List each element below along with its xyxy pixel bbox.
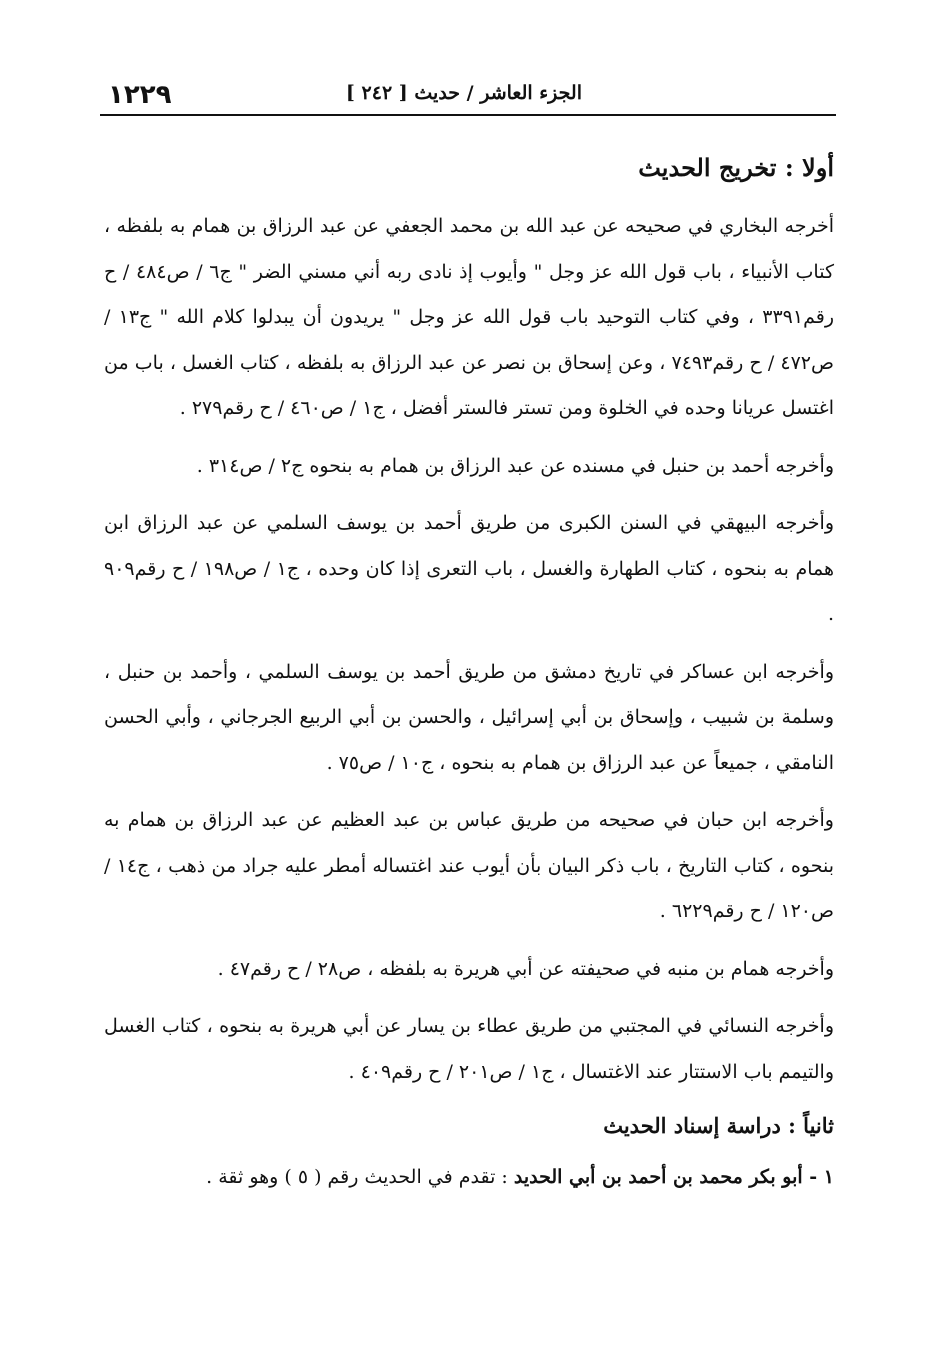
page-number: ١٢٢٩ — [108, 80, 172, 110]
paragraph-hammam: وأخرجه همام بن منبه في صحيفته عن أبي هريرة به بلفظه ، ص٢٨ / ح رقم٤٧ . — [217, 957, 834, 980]
page-body — [104, 148, 834, 1199]
narrator-name: ١ - أبو بكر محمد بن أحمد بن أبي الحديد — [513, 1166, 834, 1188]
section-heading-isnad: ثانياً : دراسة إسناد الحديث — [603, 1113, 834, 1138]
paragraph-bayhaqi: وأخرجه البيهقي في السنن الكبرى من طريق أحمد بن يوسف السلمي عن عبد الرزاق ابن همام به بنحوه ، كتاب الطهارة والغسل ، باب التعرى إذا كان وحده ، ج١ / ص١٩٨ / ح رقم٩٠٩ . — [104, 512, 834, 625]
running-title: الجزء العاشر / حديث [ ٢٤٢ ] — [345, 82, 582, 104]
paragraph-ibn-asakir: وأخرجه ابن عساكر في تاريخ دمشق من طريق أحمد بن يوسف السلمي ، وأحمد بن حنبل ، وسلمة بن شبيب ، وإسحاق بن أبي إسرائيل ، والحسن بن أبي الربيع الجرجاني ، وأبي الحسن النامقي ، جميعاً عن عبد الرزاق بن همام به بنحوه ، ج١٠ / ص٧٥ . — [104, 660, 834, 774]
narrator-note: : تقدم في الحديث رقم ( ٥ ) وهو ثقة . — [206, 1166, 514, 1188]
paragraph-bukhari: أخرجه البخاري في صحيحه عن عبد الله بن محمد الجعفي عن عبد الرزاق بن همام به بلفظه ، كتاب الأنبياء ، باب قول الله عز وجل " وأيوب إذ نادى ربه أني مسني الضر " ج٦ / ص٤٨٤ / ح رقم٣٣٩١ ، وفي كتاب التوحيد باب قول الله عز وجل " يريدون أن يبدلوا كلام الله " ج١٣ / ص٤٧٢ / ح رقم٧٤٩٣ ، وعن إسحاق بن نصر عن عبد الرزاق به بلفظه ، كتاب الغسل ، باب من اغتسل عريانا وحده في الخلوة ومن تستر فالستر أفضل ، ج١ / ص٤٦٠ / ح رقم٢٧٩ . — [104, 215, 834, 419]
paragraph-ibn-hibban: وأخرجه ابن حبان في صحيحه من طريق عباس بن عبد العظيم عن عبد الرزاق بن همام به بنحوه ، كتاب التاريخ ، باب ذكر البيان بأن أيوب عند اغتساله أمطر عليه جراد من ذهب ، ج١٤ / ص١٢٠ / ح رقم٦٢٢٩ . — [104, 809, 834, 922]
paragraph-ahmad: وأخرجه أحمد بن حنبل في مسنده عن عبد الرزاق بن همام به بنحوه ج٢ / ص٣١٤ . — [196, 454, 834, 477]
narrator-entry — [104, 1155, 834, 1199]
section-heading-takhrij: أولا : تخريج الحديث — [638, 153, 834, 182]
page-header — [100, 72, 836, 116]
paragraph-nasai: وأخرجه النسائي في المجتبي من طريق عطاء بن يسار عن أبي هريرة به بنحوه ، كتاب الغسل والتيمم باب الاستتار عند الاغتسال ، ج١ / ص٢٠١ / ح رقم٤٠٩ . — [104, 1015, 834, 1083]
